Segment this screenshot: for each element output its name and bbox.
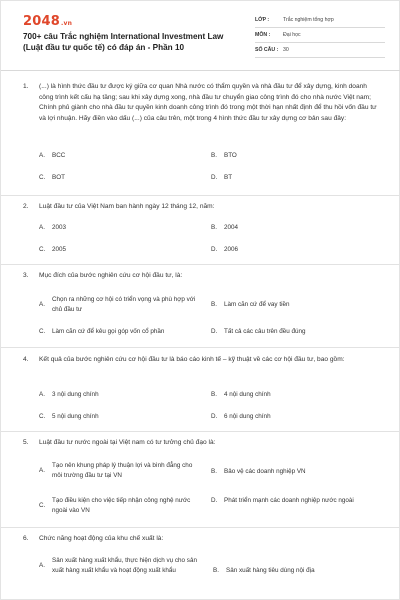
option-b[interactable]: [211, 151, 237, 161]
option-a[interactable]: [39, 390, 99, 400]
divider: [1, 195, 400, 196]
question-number: 2.: [23, 203, 29, 210]
question-number: 1.: [23, 83, 29, 90]
option-c[interactable]: [39, 245, 66, 255]
option-letter: D.: [211, 174, 218, 181]
divider: [1, 347, 400, 348]
question-number: 6.: [23, 535, 29, 542]
question-body: (...) là hình thức đầu tư được ký giữa cơ quan Nhà nước có thẩm quyền và nhà đầu tư để xây dựng, kinh doanh công trình kết cấu hạ tầng; sau khi xây dựng xong, nhà đầu tư chuyển giao công trình đó cho nhà nước Việt nam; Chính phủ giành cho nhà đầu tư quyền kinh doanh công trình đó trong một thời hạn nhất định để thu hồi vốn đầu tư và lợi nhuận. Hãy điền vào dấu (...) của câu trên, một trong 4 hình thức đầu tư xây dựng cơ bản sau đây:: [39, 83, 377, 122]
question-text: [23, 355, 383, 366]
document-header: [1, 1, 400, 71]
option-c[interactable]: [39, 412, 99, 422]
divider: [1, 264, 400, 265]
option-text: Sản xuất hàng tiêu dùng nội địa: [226, 567, 315, 574]
option-text: Tạo điều kiện cho việc tiếp nhận công nghệ nước ngoài vào VN: [52, 497, 191, 514]
option-letter: A.: [39, 562, 45, 569]
option-c[interactable]: [39, 327, 164, 337]
option-letter: B.: [211, 468, 217, 475]
option-text: 2006: [224, 246, 239, 253]
option-letter: D.: [211, 497, 218, 504]
option-letter: A.: [39, 467, 45, 474]
question-body: Mục đích của bước nghiên cứu cơ hội đầu tư, là:: [39, 272, 183, 279]
option-text: Làm căn cứ để vay tiền: [224, 301, 290, 308]
option-letter: D.: [211, 246, 218, 253]
option-text: Làm căn cứ để kêu gọi góp vốn cổ phần: [52, 328, 165, 335]
option-d[interactable]: [211, 327, 306, 337]
option-text: 3 nội dung chính: [52, 391, 99, 398]
option-letter: B.: [213, 567, 219, 574]
option-c[interactable]: [39, 173, 65, 183]
option-letter: B.: [211, 391, 217, 398]
option-letter: B.: [211, 152, 217, 159]
option-letter: C.: [39, 174, 46, 181]
option-b[interactable]: [213, 566, 315, 576]
option-b[interactable]: [211, 300, 289, 310]
option-a[interactable]: [39, 295, 209, 315]
option-text: BCC: [52, 152, 66, 159]
option-text: BT: [224, 174, 233, 181]
option-letter: D.: [211, 328, 218, 335]
logo-text: 2048: [23, 14, 60, 29]
meta-table: [255, 13, 385, 58]
option-letter: C.: [39, 328, 46, 335]
option-letter: C.: [39, 413, 46, 420]
meta-value: Đại học: [283, 32, 301, 38]
divider: [1, 527, 400, 528]
option-letter: B.: [211, 224, 217, 231]
option-b[interactable]: [211, 467, 306, 477]
option-text: Tất cả các câu trên đều đúng: [224, 328, 306, 335]
option-d[interactable]: [211, 173, 232, 183]
option-a[interactable]: [39, 223, 66, 233]
meta-value: Trắc nghiệm tổng hợp: [283, 17, 334, 23]
option-d[interactable]: [211, 245, 238, 255]
meta-row-class: [255, 13, 385, 28]
question-5: [23, 438, 383, 449]
option-text: Tạo nên khung pháp lý thuận lợi và bình đẳng cho môi trường đầu tư tại VN: [52, 462, 193, 479]
question-2: [23, 202, 383, 213]
option-b[interactable]: [211, 223, 238, 233]
document-title: 700+ câu Trắc nghiệm International Investment Law (Luật đầu tư quốc tế) có đáp án - Phần 10: [23, 32, 224, 52]
option-text: 4 nội dung chính: [224, 391, 271, 398]
option-text: Bảo vệ các doanh nghiệp VN: [224, 468, 306, 475]
question-number: 4.: [23, 356, 29, 363]
meta-row-count: [255, 43, 385, 58]
option-text: 5 nội dung chính: [52, 413, 99, 420]
question-text: [23, 438, 383, 449]
option-text: 2003: [52, 224, 67, 231]
question-text: [23, 82, 383, 124]
meta-key: MÔN :: [255, 32, 271, 38]
question-number: 5.: [23, 439, 29, 446]
question-body: Kết quả của bước nghiên cứu cơ hội đầu tư là báo cáo kinh tế – kỹ thuật về các cơ hội đầu tư, bao gồm:: [39, 356, 345, 363]
option-text: 6 nội dung chính: [224, 413, 271, 420]
question-6: [23, 534, 383, 545]
option-a[interactable]: [39, 461, 209, 481]
option-text: 2004: [224, 224, 239, 231]
option-text: Sản xuất hàng xuất khẩu, thực hiện dịch vụ cho sản xuất hàng xuất khẩu và hoạt động xuất khẩu: [52, 557, 197, 574]
logo-suffix: .vn: [60, 20, 73, 27]
meta-row-subject: [255, 28, 385, 43]
divider: [1, 431, 400, 432]
question-4: [23, 355, 383, 366]
option-b[interactable]: [211, 390, 271, 400]
option-a[interactable]: [39, 556, 211, 576]
meta-key: SỐ CÂU :: [255, 47, 279, 53]
site-logo[interactable]: [23, 14, 72, 29]
option-a[interactable]: [39, 151, 65, 161]
option-letter: A.: [39, 301, 45, 308]
question-1: [23, 82, 383, 124]
question-3: [23, 271, 383, 282]
option-letter: C.: [39, 502, 46, 509]
question-body: Luật đầu tư của Việt Nam ban hành ngày 12 tháng 12, năm:: [39, 203, 215, 210]
option-c[interactable]: [39, 496, 209, 516]
option-letter: D.: [211, 413, 218, 420]
meta-value: 30: [283, 47, 289, 53]
question-body: Luật đầu tư nước ngoài tại Việt nam có tư tưởng chủ đạo là:: [39, 439, 216, 446]
question-body: Chức năng hoạt động của khu chế xuất là:: [39, 535, 164, 542]
question-text: [23, 534, 383, 545]
question-text: [23, 202, 383, 213]
option-text: BOT: [52, 174, 65, 181]
option-letter: B.: [211, 301, 217, 308]
option-text: BTO: [224, 152, 237, 159]
option-text: Chọn ra những cơ hội có triển vọng và phù hợp với chủ đầu tư: [52, 296, 196, 313]
option-letter: A.: [39, 224, 45, 231]
option-text: 2005: [52, 246, 67, 253]
option-letter: A.: [39, 391, 45, 398]
option-text: Phát triển mạnh các doanh nghiệp nước ngoài: [224, 497, 354, 504]
option-d[interactable]: [211, 496, 381, 506]
meta-key: LỚP :: [255, 17, 270, 23]
option-letter: C.: [39, 246, 46, 253]
question-text: [23, 271, 383, 282]
question-number: 3.: [23, 272, 29, 279]
option-letter: A.: [39, 152, 45, 159]
option-d[interactable]: [211, 412, 271, 422]
